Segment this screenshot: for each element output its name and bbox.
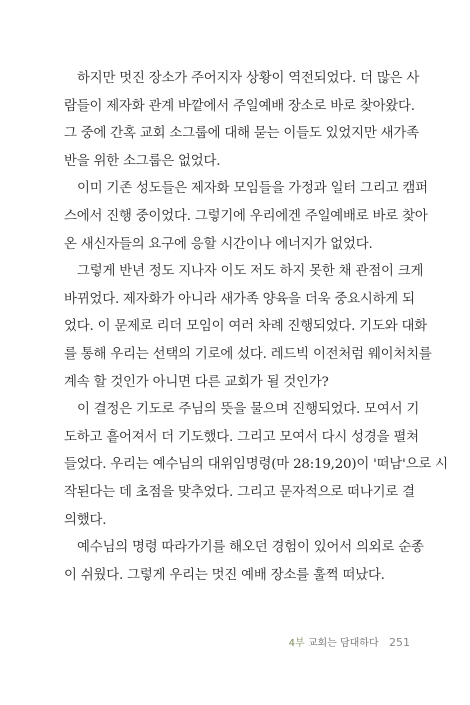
text-line: 스에서 진행 중이었다. 그렇기에 우리에겐 주일예배로 바로 찾아 [64,208,428,224]
text-line: 들었다. 우리는 예수님의 대위임명령(마 28:19,20)이 '떠남'으로 시 [64,457,448,473]
text-line: 그렇게 반년 정도 지나자 이도 저도 하지 못한 채 관점이 크게 [77,264,424,280]
text-line: 그 중에 간혹 교회 소그룹에 대해 묻는 이들도 있었지만 새가족 [64,126,419,142]
text-line: 를 통해 우리는 선택의 기로에 섰다. 레드빅 이전처럼 웨이처치를 [64,346,432,362]
page-footer [289,634,410,649]
text-line: 도하고 흩어져서 더 기도했다. 그리고 모여서 다시 성경을 펼쳐 [64,429,419,445]
text-line: 이 쉬웠다. 그렇게 우리는 멋진 예배 장소를 훌쩍 떠났다. [64,567,385,583]
text-line: 의했다. [64,512,107,528]
page-number: 251 [389,636,410,649]
text-line: 었다. 이 문제로 리더 모임이 여러 차례 진행되었다. 기도와 대화 [64,319,428,335]
text-line: 온 새신자들의 요구에 응할 시간이나 에너지가 없었다. [64,236,373,252]
body-text [64,65,448,589]
text-line: 하지만 멋진 장소가 주어지자 상황이 역전되었다. 더 많은 사 [77,71,420,86]
text-line: 작된다는 데 초점을 맞추었다. 그리고 문자적으로 떠나기로 결 [64,484,415,500]
text-line: 람들이 제자화 관계 바깥에서 주일예배 장소로 바로 찾아왔다. [64,98,415,114]
text-line: 이미 기존 성도들은 제자화 모임들을 가정과 일터 그리고 캠퍼 [77,181,428,197]
section-title: 교회는 담대하다 [307,638,379,649]
text-line: 계속 할 것인가 아니면 다른 교회가 될 것인가? [64,374,329,390]
text-line: 예수님의 명령 따라가기를 해오던 경험이 있어서 의외로 순종 [77,540,424,556]
text-line: 이 결정은 기도로 주님의 뜻을 물으며 진행되었다. 모여서 기 [77,402,420,418]
text-line: 반을 위한 소그룹은 없었다. [64,153,221,169]
chapter-label: 4부 [288,638,305,649]
text-line: 바뀌었다. 제자화가 아니라 새가족 양육을 더욱 중요시하게 되 [64,291,415,307]
